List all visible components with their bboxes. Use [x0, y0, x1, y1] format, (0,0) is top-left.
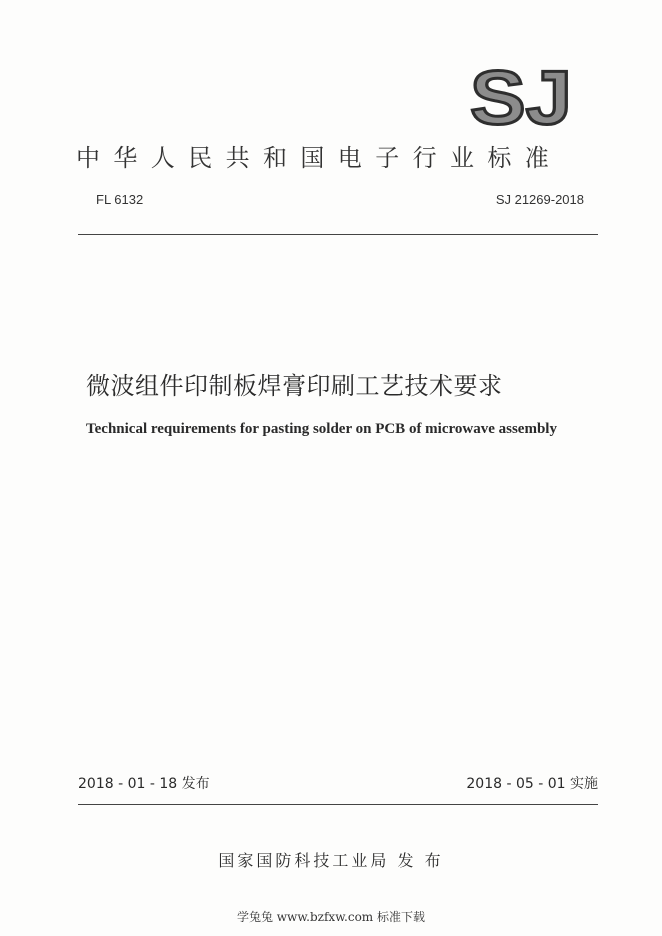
footer-divider [78, 804, 598, 805]
header-divider [78, 234, 598, 235]
implementation-date: 2018 - 05 - 01 实施 [466, 776, 598, 792]
logo-text: SJ [470, 64, 572, 130]
sj-logo [468, 64, 574, 130]
document-title-chinese: 微波组件印制板焊膏印刷工艺技术要求 [86, 372, 503, 400]
industry-standard-title: 中华人民共和国电子行业标准 [76, 144, 563, 172]
document-title-english: Technical requirements for pasting solder on PCB of microwave assembly [86, 421, 557, 437]
classification-code: FL 6132 [96, 192, 144, 207]
standard-number: SJ 21269-2018 [495, 192, 584, 207]
publisher: 国家国防科技工业局 发 布 [218, 851, 444, 870]
footer-watermark: 学兔兔 www.bzfxw.com 标准下载 [236, 910, 426, 924]
issue-date: 2018 - 01 - 18 发布 [78, 776, 210, 792]
